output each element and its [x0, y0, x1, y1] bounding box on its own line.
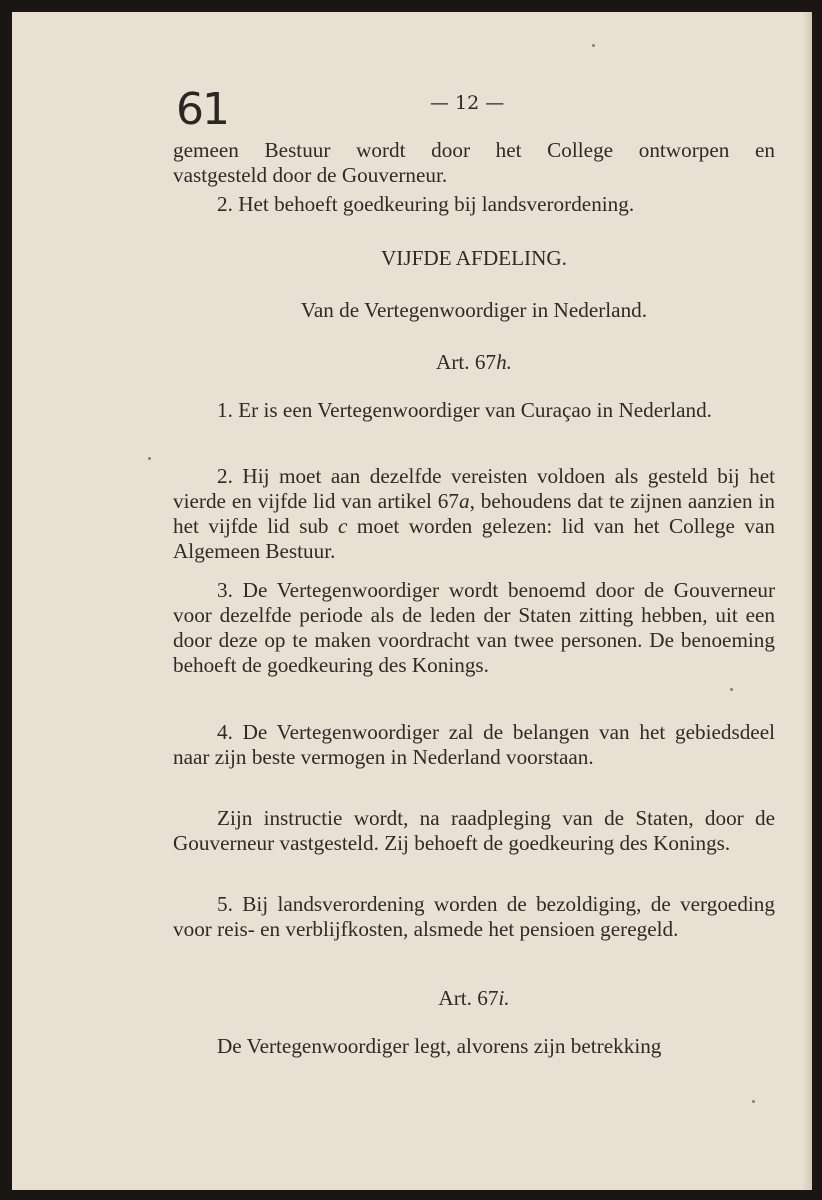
page-spine-shadow [802, 12, 812, 1190]
paper-speck [730, 688, 733, 691]
article-67h-paragraph-3: 3. De Vertegenwoordiger wordt benoemd door de Gouverneur voor dezelfde periode als de leden der Staten zitting hebben, uit een door deze op te maken voordracht van twee personen. De benoeming behoeft de goedkeuring des Konings. [173, 578, 775, 677]
article-67h-paragraph-1: 1. Er is een Vertegenwoordiger van Curaçao in Nederland. [217, 398, 712, 422]
intro-line-2: vastgesteld door de Gouverneur. [173, 163, 448, 187]
paper-speck [752, 1100, 755, 1103]
article-67i-paragraph-1: De Vertegenwoordiger legt, alvorens zijn betrekking [217, 1034, 662, 1058]
article-67h-paragraph-4: 4. De Vertegenwoordiger zal de belangen van het gebiedsdeel naar zijn beste vermogen in Nederland voorstaan. [173, 720, 775, 769]
section-subtitle: Van de Vertegenwoordiger in Nederland. [300, 298, 648, 322]
article-67h-paragraph-5: 5. Bij landsverordening worden de bezoldiging, de vergoeding voor reis- en verblijfkosten, alsmede het pensioen geregeld. [173, 892, 775, 941]
paper-speck [148, 457, 151, 460]
handwritten-page-number: 61 [176, 84, 228, 135]
article-67h-heading: Art. 67h. [436, 350, 512, 374]
printed-page-number: — 12 — [430, 92, 505, 114]
article-67h-paragraph-4-continued: Zijn instructie wordt, na raadpleging van de Staten, door de Gouverneur vastgesteld. Zij behoeft de goedkeuring des Konings. [173, 806, 775, 855]
article-67i-heading: Art. 67i. [438, 986, 510, 1010]
paragraph-2: 2. Het behoeft goedkeuring bij landsverordening. [217, 192, 635, 216]
section-heading: VIJFDE AFDELING. [381, 246, 567, 270]
document-page [12, 12, 812, 1190]
article-67h-paragraph-2: 2. Hij moet aan dezelfde vereisten voldoen als gesteld bij het vierde en vijfde lid van artikel 67a, behoudens dat te zijnen aanzien in het vijfde lid sub c moet worden gelezen: lid van het College van Algemeen Bestuur. [173, 464, 775, 563]
paper-speck [592, 44, 595, 47]
intro-line-1: gemeen Bestuur wordt door het College ontworpen en [173, 138, 775, 162]
